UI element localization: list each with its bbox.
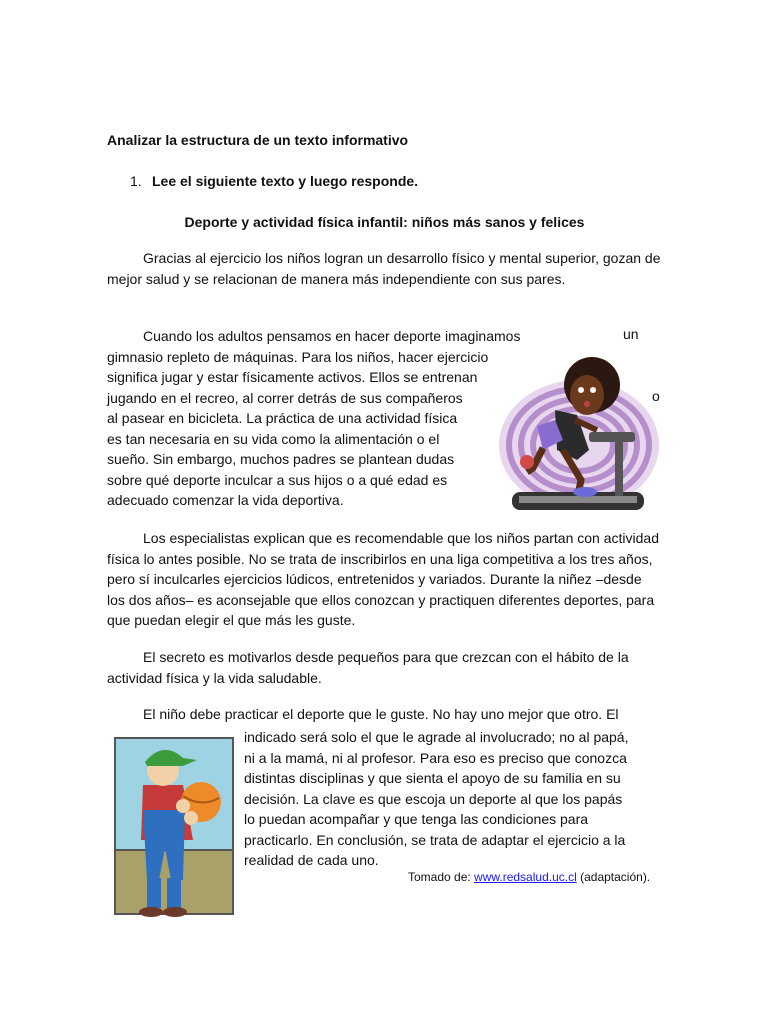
p5-line: indicado será solo el que le agrade al involucrado; no al papá,	[244, 729, 629, 745]
source-prefix: Tomado de:	[408, 870, 475, 884]
p2-word-un: un	[623, 326, 639, 342]
source-citation	[408, 870, 650, 884]
p2-line: gimnasio repleto de máquinas. Para los niños, hacer ejercicio	[107, 348, 489, 365]
p5-line: ni a la mamá, ni al profesor. Para eso es preciso que conozca	[244, 749, 627, 766]
paragraph-5-first-line: El niño debe practicar el deporte que le guste. No hay uno mejor que otro. El	[143, 706, 619, 722]
p2-line: significa jugar y estar físicamente activos. Ellos se entrenan	[107, 369, 478, 385]
source-link[interactable]: www.redsalud.uc.cl	[474, 870, 577, 884]
p5-line: lo puedan acompañar y que tenga las condiciones para	[244, 811, 589, 827]
treadmill-kid-illustration	[497, 340, 662, 530]
p2-word-o: o	[652, 388, 660, 404]
p2-line: sueño. Sin embargo, muchos padres se plantean dudas	[107, 451, 455, 467]
boy-with-ball-illustration	[113, 730, 235, 922]
paragraph-3	[107, 528, 662, 631]
document-title: Analizar la estructura de un texto informativo	[107, 132, 409, 148]
p2-line: al pasear en bicicleta. La práctica de una actividad física	[107, 410, 458, 426]
p2-line: jugando en el recreo, al correr detrás de sus compañeros	[107, 389, 463, 406]
article-heading: Deporte y actividad física infantil: niños más sanos y felices	[184, 214, 585, 230]
paragraph-4	[107, 647, 662, 688]
paragraph-4-text: El secreto es motivarlos desde pequeños para que crezcan con el hábito de la actividad física y la vida saludable.	[107, 649, 629, 686]
source-suffix: (adaptación).	[576, 870, 651, 884]
p5-line: practicarlo. En conclusión, se trata de adaptar el ejercicio a la	[244, 831, 626, 848]
paragraph-1-text: Gracias al ejercicio los niños logran un desarrollo físico y mental superior, gozan de mejor salud y se relacionan de manera más independiente con sus pares.	[107, 250, 661, 287]
paragraph-3-text: Los especialistas explican que es recomendable que los niños partan con actividad física lo antes posible. No se trata de inscribirlos en una liga competitiva a los tres años, pero sí inculcarles ejercicios lúdicos, entretenidos y variados. Durante la niñez –desde los dos años– es aconsejable que ellos conozcan y practiquen diferentes deportes, para que puedan elegir el que más les guste.	[107, 530, 659, 628]
p2-line: adecuado comenzar la vida deportiva.	[107, 492, 344, 508]
question-number: 1.	[130, 173, 142, 189]
paragraph-1	[107, 248, 662, 289]
paragraph-2	[107, 326, 521, 511]
paragraph-5	[244, 727, 664, 871]
question-1	[130, 173, 418, 189]
question-text: Lee el siguiente texto y luego responde.	[152, 173, 419, 189]
p2-line: es tan necesaria en su vida como la alimentación o el	[107, 430, 440, 447]
p5-line: distintas disciplinas y que sienta el apoyo de su familia en su	[244, 770, 621, 786]
p5-line: realidad de cada uno.	[244, 852, 379, 868]
p2-line: sobre qué deporte inculcar a sus hijos o a qué edad es	[107, 471, 448, 488]
p5-line: decisión. La clave es que escoja un deporte al que los papás	[244, 790, 623, 807]
p2-line: Cuando los adultos pensamos en hacer deporte imaginamos	[143, 328, 521, 344]
